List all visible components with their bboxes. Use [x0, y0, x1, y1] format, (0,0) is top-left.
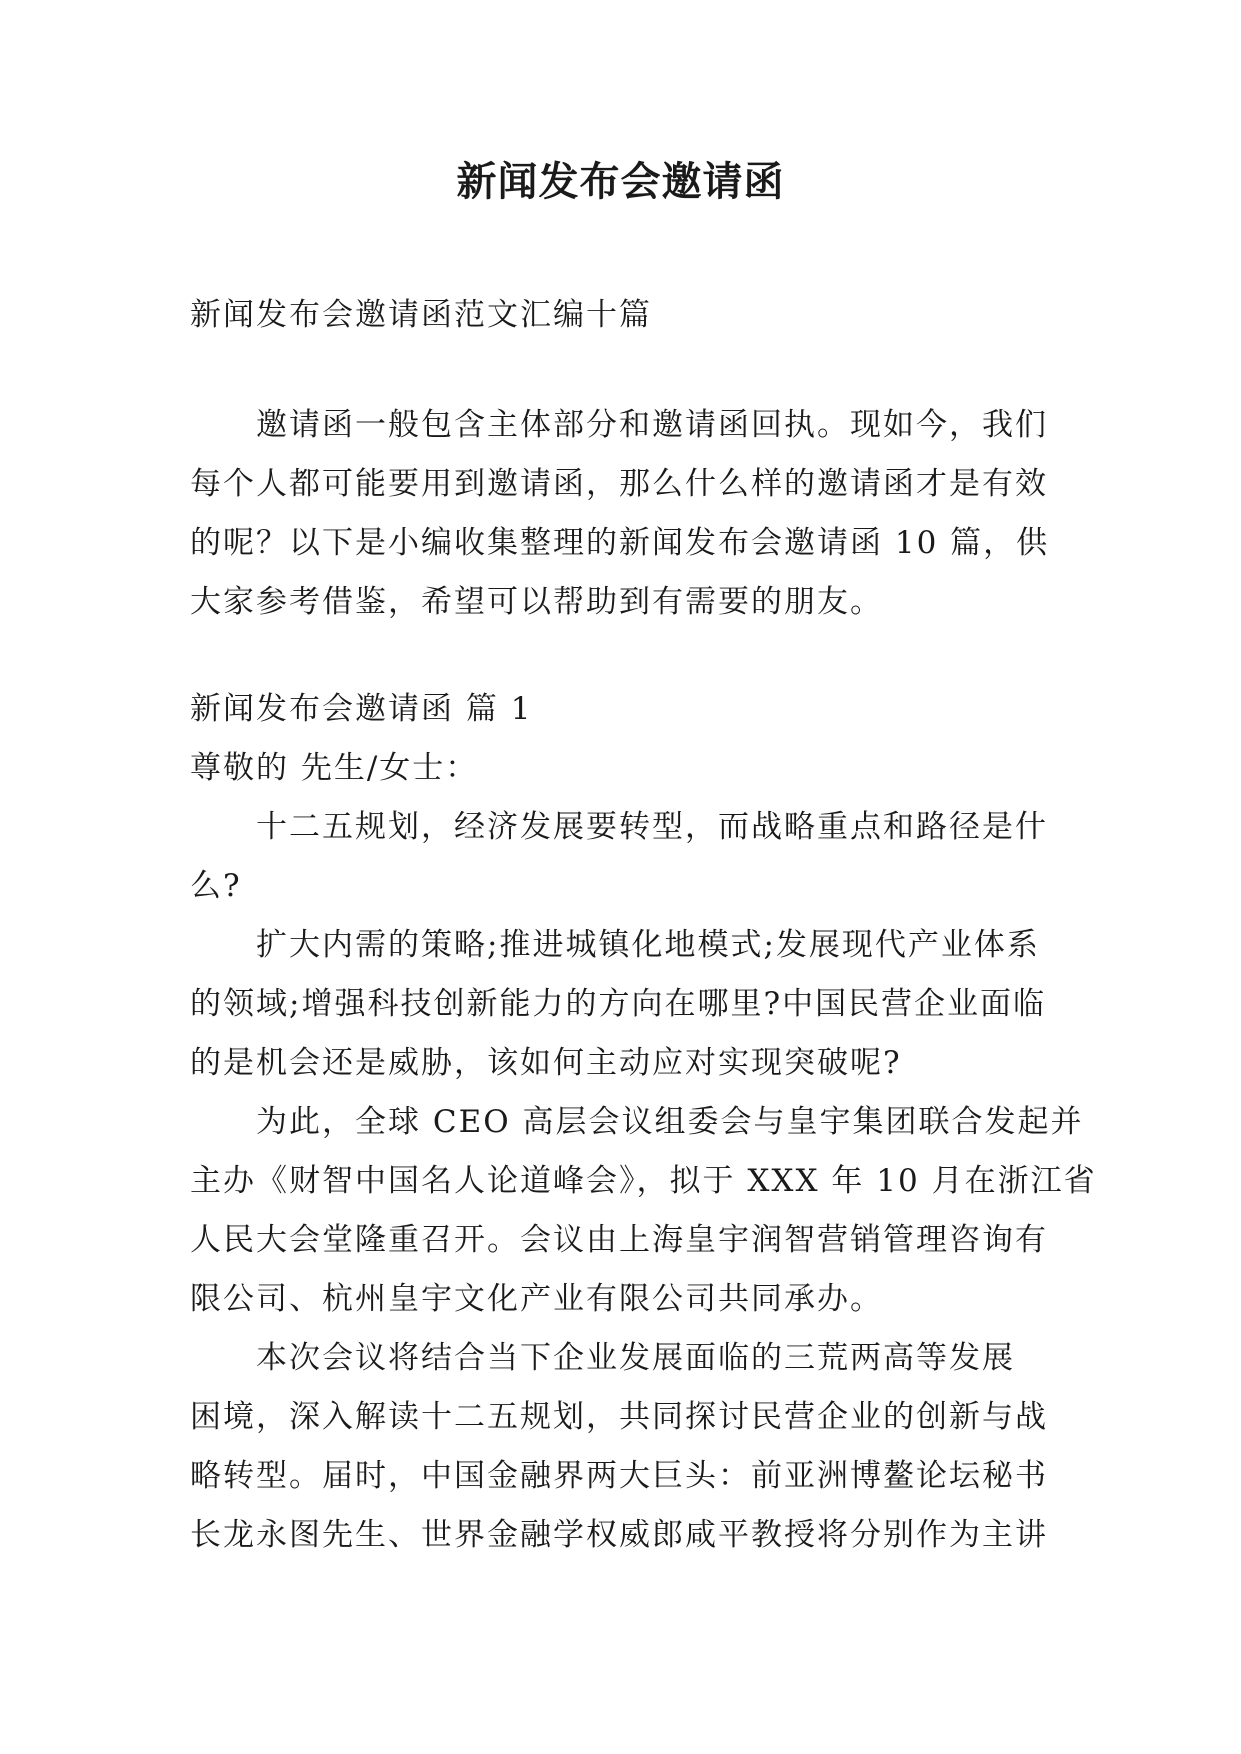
text-line: 的领域;增强科技创新能力的方向在哪里?中国民营企业面临 — [190, 986, 1047, 1022]
paragraph-1 — [190, 798, 1050, 916]
text-line: 扩大内需的策略;推进城镇化地模式;发展现代产业体系 — [256, 927, 1040, 963]
text-line: 大家参考借鉴，希望可以帮助到有需要的朋友。 — [190, 584, 883, 620]
paragraph-4 — [190, 1329, 1050, 1565]
text-line: 主办《财智中国名人论道峰会》，拟于 XXX 年 10 月在浙江省 — [190, 1163, 1097, 1199]
intro-paragraph — [190, 396, 1050, 632]
text-line: 的呢？以下是小编收集整理的新闻发布会邀请函 10 篇，供 — [190, 525, 1050, 561]
text-line: 人民大会堂隆重召开。会议由上海皇宇润智营销管理咨询有 — [190, 1222, 1048, 1258]
text-line: 长龙永图先生、世界金融学权威郎咸平教授将分别作为主讲 — [190, 1517, 1048, 1553]
salutation: 尊敬的 先生/女士： — [190, 750, 479, 786]
paragraph-2 — [190, 916, 1050, 1093]
text-line: 的是机会还是威胁，该如何主动应对实现突破呢? — [190, 1045, 902, 1081]
paragraph-3 — [190, 1093, 1097, 1329]
text-line: 困境，深入解读十二五规划，共同探讨民营企业的创新与战 — [190, 1399, 1048, 1435]
text-line: 每个人都可能要用到邀请函，那么什么样的邀请函才是有效 — [190, 466, 1048, 502]
text-line: 十二五规划，经济发展要转型，而战略重点和路径是什 — [256, 809, 1048, 845]
text-line: 为此，全球 CEO 高层会议组委会与皇宇集团联合发起并 — [256, 1104, 1084, 1140]
text-line: 么? — [190, 868, 242, 904]
document-title: 新闻发布会邀请函 — [456, 158, 785, 205]
document-subtitle: 新闻发布会邀请函范文汇编十篇 — [190, 297, 652, 333]
text-line: 限公司、杭州皇宇文化产业有限公司共同承办。 — [190, 1281, 883, 1317]
text-line: 略转型。届时，中国金融界两大巨头：前亚洲博鳌论坛秘书 — [190, 1458, 1048, 1494]
text-line: 邀请函一般包含主体部分和邀请函回执。现如今，我们 — [256, 407, 1048, 443]
text-line: 本次会议将结合当下企业发展面临的三荒两高等发展 — [256, 1340, 1015, 1376]
section-heading: 新闻发布会邀请函 篇 1 — [190, 691, 533, 727]
